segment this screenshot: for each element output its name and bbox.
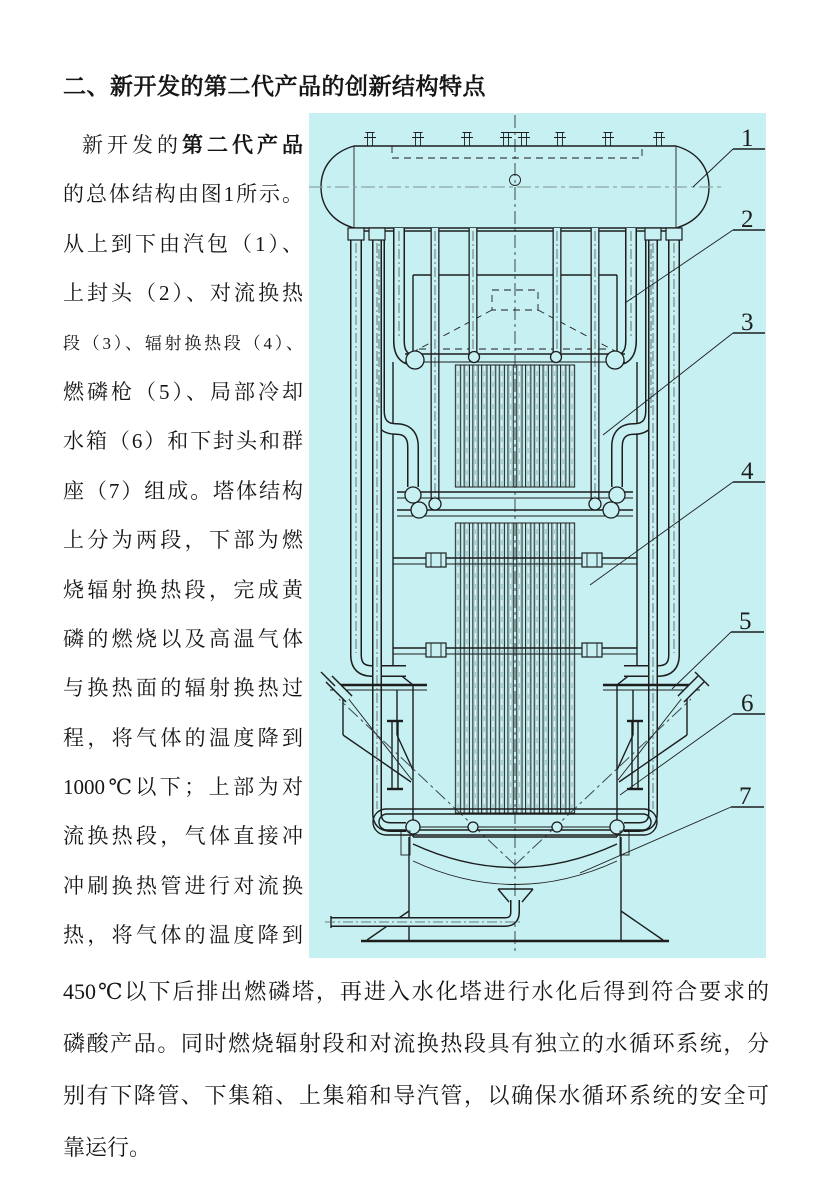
paragraph-line: 上分为两段，下部为燃 [63,528,303,553]
paragraph-line: 上封头（2）、对流换热 [63,281,303,306]
paragraph-line: 冲刷换热管进行对流换 [63,873,303,898]
paragraph-line: 热，将气体的温度降到 [63,923,303,948]
paragraph-line: 程，将气体的温度降到 [63,725,303,750]
callout-7-label: 7 [739,783,752,810]
paragraph-line [63,121,303,170]
callout-4-label: 4 [741,458,754,485]
paragraph-line: 从上到下由汽包（1）、 [63,231,303,256]
callout-5 [672,608,764,689]
paragraph-line: 1000℃以下；上部为对 [63,775,303,800]
paragraph-line: 别有下降管、下集箱、上集箱和导汽管，以确保水循环系统的安全可 [63,1083,769,1108]
phosphorus-tower-figure [309,113,766,958]
paragraph-line: 靠运行。 [63,1135,152,1160]
paragraph-line: 段（3）、辐射换热段（4）、 [63,333,303,353]
paragraph-line-regular: 新开发的 [82,133,182,157]
paragraph-line: 磷酸产品。同时燃烧辐射段和对流换热段具有独立的水循环系统，分 [63,1031,769,1056]
paragraph-line: 座（7）组成。塔体结构 [63,478,303,503]
callout-6-label: 6 [741,690,754,717]
callout-7 [580,783,764,873]
paragraph-line: 与换热面的辐射换热过 [63,676,303,701]
paragraph-line: 流换热段，气体直接冲 [63,824,303,849]
callout-6 [620,690,765,795]
paragraph-line: 的总体结构由图1所示。 [63,182,303,207]
paragraph-line: 磷的燃烧以及高温气体 [63,626,303,651]
left-text-column [63,121,303,961]
bottom-text-block [63,966,769,1174]
sight-line-left [339,699,515,865]
paragraph-line: 烧辐射换热段，完成黄 [63,577,303,602]
callout-5-label: 5 [739,608,752,635]
sight-line-right [515,699,691,865]
callout-2-label: 2 [741,206,754,233]
callout-1-label: 1 [741,125,754,152]
paragraph-line: 燃磷枪（5）、局部冷却 [63,379,303,404]
callout-1 [693,125,765,187]
paragraph-line: 450℃以下后排出燃磷塔，再进入水化塔进行水化后得到符合要求的 [63,979,769,1004]
paragraph-line-bold: 第二代产品 [182,133,303,157]
drain-funnel [325,889,533,928]
section-heading: 二、新开发的第二代产品的创新结构特点 [63,74,486,99]
paragraph-line: 水箱（6）和下封头和群 [63,429,303,454]
callout-3-label: 3 [741,309,754,336]
